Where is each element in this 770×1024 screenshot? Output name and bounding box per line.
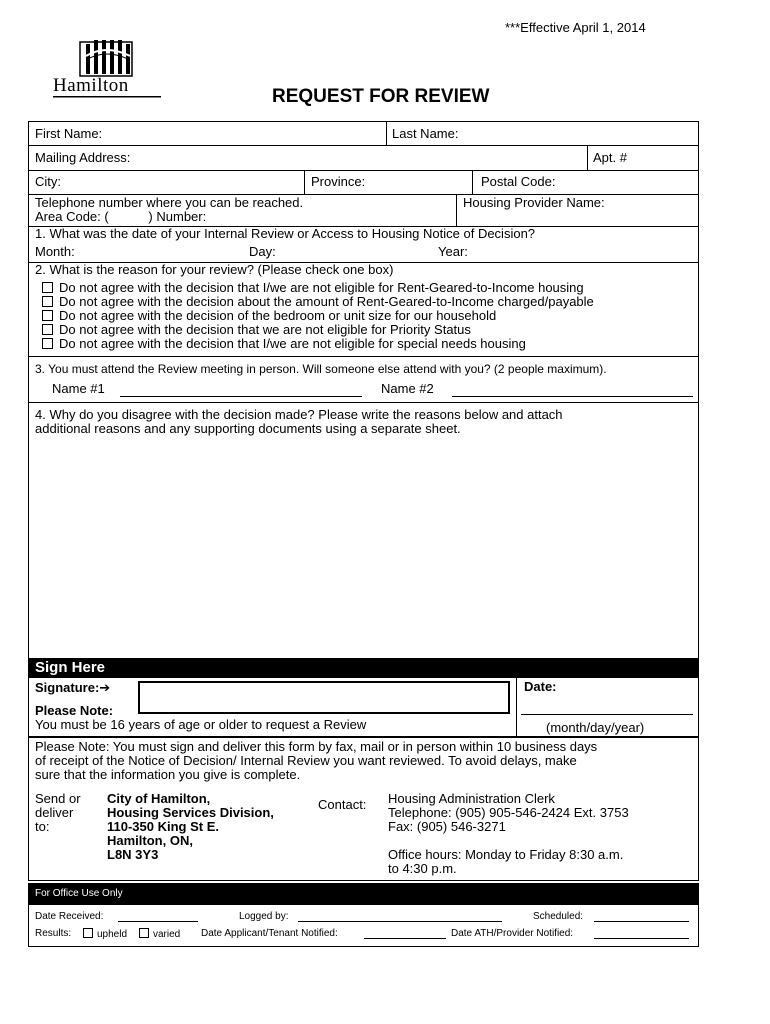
notice-line: Please Note: You must sign and deliver this form by fax, mail or in person within 10 business days xyxy=(35,739,598,754)
arrow-icon: ➔ xyxy=(99,680,111,695)
checkbox-icon[interactable] xyxy=(42,310,53,321)
mailing-address-field[interactable]: Mailing Address: xyxy=(35,150,131,165)
office-use-heading: For Office Use Only xyxy=(35,888,123,899)
notice-line: sure that the information you give is complete. xyxy=(35,767,301,782)
apt-field[interactable]: Apt. # xyxy=(593,150,627,165)
address-line: Housing Services Division, xyxy=(107,805,274,820)
last-name-field[interactable]: Last Name: xyxy=(392,126,459,141)
provider-notified-input[interactable] xyxy=(594,938,689,939)
send-label: Send or xyxy=(35,791,81,806)
date-format-hint: (month/day/year) xyxy=(546,720,645,735)
address-line: L8N 3Y3 xyxy=(107,847,159,862)
q2-option[interactable]: Do not agree with the decision of the bedroom or unit size for our household xyxy=(42,309,496,323)
applicant-notified-input[interactable] xyxy=(364,938,446,939)
q4-reasons-area[interactable] xyxy=(29,438,698,658)
name1-input[interactable] xyxy=(120,396,362,397)
contact-line: Housing Administration Clerk xyxy=(388,791,555,806)
provider-notified-label: Date ATH/Provider Notified: xyxy=(451,928,574,939)
date-received-input[interactable] xyxy=(118,921,198,922)
checkbox-icon[interactable] xyxy=(139,928,149,938)
q4-question-cont: additional reasons and any supporting documents using a separate sheet. xyxy=(35,421,461,436)
contact-label: Contact: xyxy=(318,797,367,812)
date-label: Date: xyxy=(524,679,557,694)
logged-by-input[interactable] xyxy=(298,921,502,922)
q1-day-field[interactable]: Day: xyxy=(249,244,276,259)
hamilton-logo xyxy=(50,38,165,102)
q1-month-field[interactable]: Month: xyxy=(35,244,75,259)
q2-option[interactable]: Do not agree with the decision that we are not eligible for Priority Status xyxy=(42,323,471,337)
q1-question: 1. What was the date of your Internal Review or Access to Housing Notice of Decision? xyxy=(35,226,536,241)
city-field[interactable]: City: xyxy=(35,174,61,189)
checkbox-icon[interactable] xyxy=(42,282,53,293)
signature-label: Signature:➔ xyxy=(35,680,111,695)
contact-line: Fax: (905) 546-3271 xyxy=(388,819,506,834)
checkbox-icon[interactable] xyxy=(42,338,53,349)
housing-provider-field[interactable]: Housing Provider Name: xyxy=(463,195,605,210)
age-note: You must be 16 years of age or older to request a Review xyxy=(35,717,367,732)
q4-question: 4. Why do you disagree with the decision made? Please write the reasons below and attach xyxy=(35,407,563,422)
effective-date: ***Effective April 1, 2014 xyxy=(505,20,646,35)
results-label: Results: xyxy=(35,928,72,939)
please-note-label: Please Note: xyxy=(35,703,114,718)
logged-by-label: Logged by: xyxy=(239,911,289,922)
area-code-field[interactable]: Area Code: ( ) Number: xyxy=(35,209,207,224)
address-line: 110-350 King St E. xyxy=(107,819,219,834)
checkbox-icon[interactable] xyxy=(42,296,53,307)
office-use-bar xyxy=(28,883,699,904)
scheduled-label: Scheduled: xyxy=(533,911,584,922)
q3-question: 3. You must attend the Review meeting in person. Will someone else attend with you? (2 people maximum). xyxy=(35,362,607,376)
date-received-label: Date Received: xyxy=(35,911,104,922)
upheld-option[interactable]: upheld xyxy=(83,928,127,941)
signature-box[interactable] xyxy=(138,681,510,714)
name1-label: Name #1 xyxy=(52,381,105,396)
q2-option[interactable]: Do not agree with the decision that I/we are not eligible for special needs housing xyxy=(42,337,526,351)
checkbox-icon[interactable] xyxy=(83,928,93,938)
name2-input[interactable] xyxy=(452,396,693,397)
office-hours: to 4:30 p.m. xyxy=(388,861,457,876)
q2-option[interactable]: Do not agree with the decision that I/we are not eligible for Rent-Geared-to-Income housing xyxy=(42,281,584,295)
checkbox-icon[interactable] xyxy=(42,324,53,335)
sign-here-bar xyxy=(28,659,699,677)
contact-line: Telephone: (905) 905-546-2424 Ext. 3753 xyxy=(388,805,629,820)
notice-line: of receipt of the Notice of Decision/ Internal Review you want reviewed. To avoid delays, make xyxy=(35,753,577,768)
address-line: Hamilton, ON, xyxy=(107,833,193,848)
address-line: City of Hamilton, xyxy=(107,791,211,806)
name2-label: Name #2 xyxy=(381,381,434,396)
postal-code-field[interactable]: Postal Code: xyxy=(481,174,556,189)
q1-year-field[interactable]: Year: xyxy=(438,244,468,259)
first-name-field[interactable]: First Name: xyxy=(35,126,103,141)
province-field[interactable]: Province: xyxy=(311,174,366,189)
telephone-label: Telephone number where you can be reached. xyxy=(35,195,304,210)
office-use-section xyxy=(28,904,699,947)
q2-option[interactable]: Do not agree with the decision about the amount of Rent-Geared-to-Income charged/payable xyxy=(42,295,594,309)
scheduled-input[interactable] xyxy=(594,921,689,922)
send-label: deliver xyxy=(35,805,74,820)
office-hours: Office hours: Monday to Friday 8:30 a.m. xyxy=(388,847,624,862)
q2-question: 2. What is the reason for your review? (Please check one box) xyxy=(35,262,394,277)
page-title: REQUEST FOR REVIEW xyxy=(272,86,490,107)
sign-date-input[interactable] xyxy=(521,714,693,715)
logo-text: Hamilton xyxy=(53,75,129,96)
varied-option[interactable]: varied xyxy=(139,928,180,941)
sign-here-heading: Sign Here xyxy=(35,659,106,676)
send-label: to: xyxy=(35,819,50,834)
applicant-notified-label: Date Applicant/Tenant Notified: xyxy=(201,928,338,939)
